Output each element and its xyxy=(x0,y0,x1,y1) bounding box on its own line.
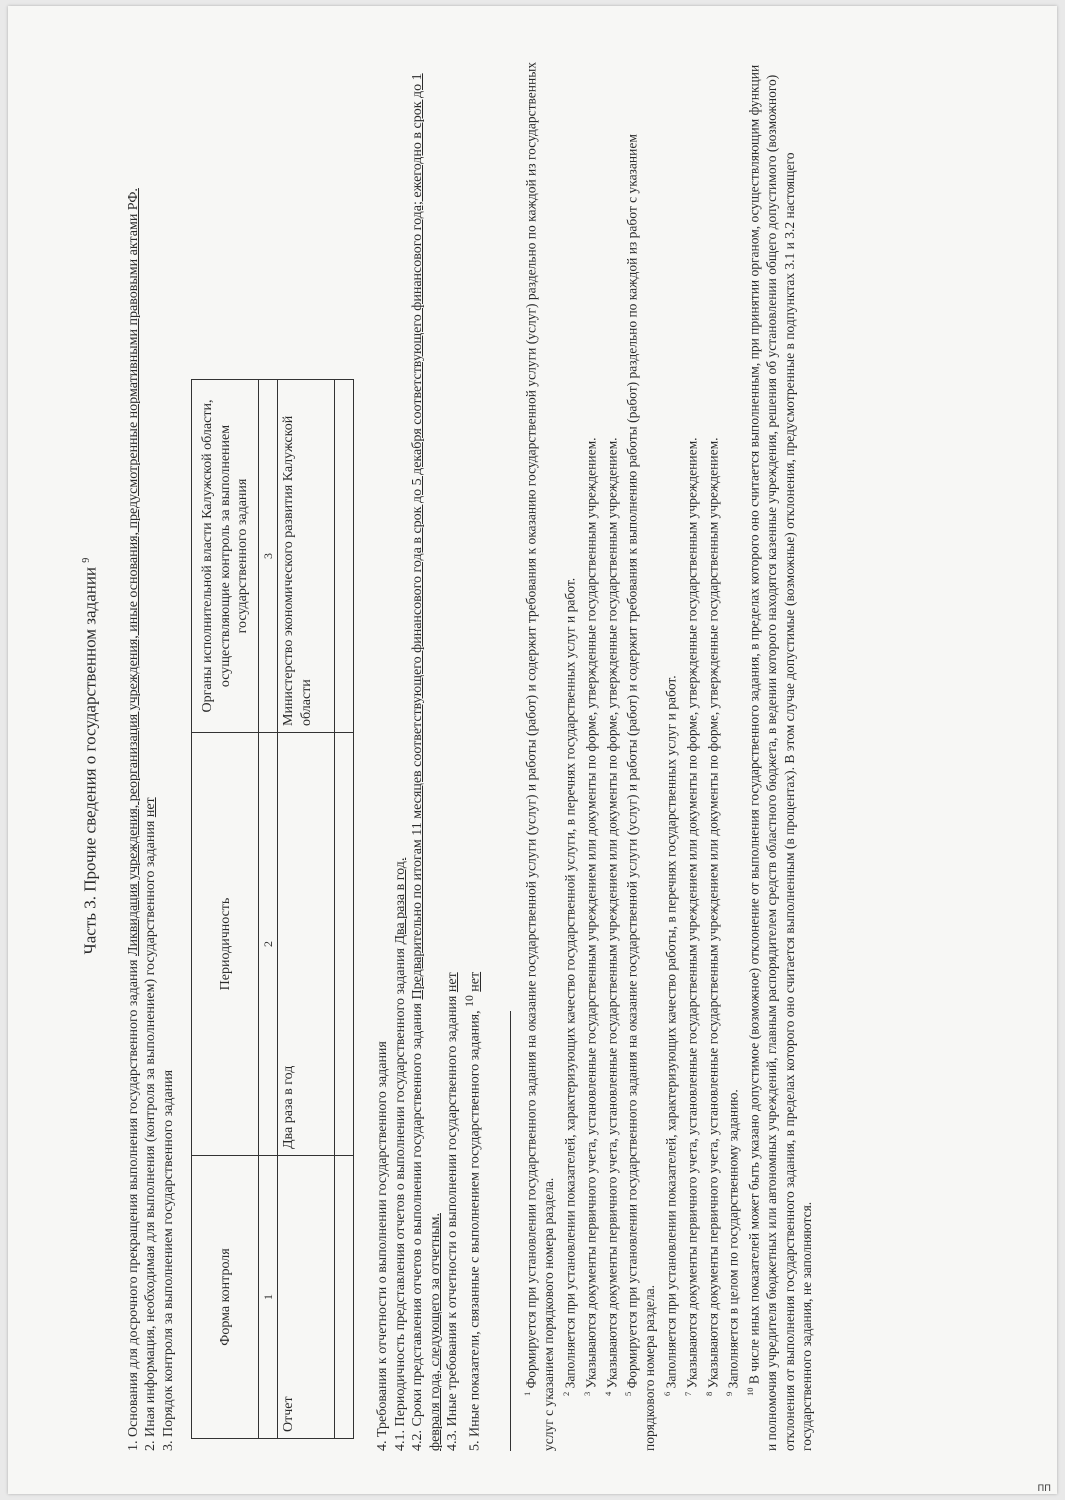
item-4-1-value: Два раза в год. xyxy=(392,857,408,945)
corner-mark: ПП xyxy=(1037,1484,1051,1494)
empty-cell xyxy=(335,1156,354,1439)
control-table xyxy=(191,379,354,1439)
item-4-1 xyxy=(392,61,409,1451)
item-4-3-value: нет xyxy=(444,972,460,993)
item-1-label: 1. Основания для досрочного прекращения выполнения государственного задания xyxy=(126,959,142,1451)
item-5 xyxy=(461,61,484,1451)
footnote-9: $^9$ Заполняется в целом по государственному заданию. xyxy=(724,1089,741,1396)
item-5-footnote-ref: 10 xyxy=(463,995,477,1007)
footnote-divider xyxy=(510,1011,511,1451)
item-4-2 xyxy=(409,61,444,1451)
rotated-page xyxy=(68,61,968,1451)
footnote-3: $^3$ Указываются документы первичного учета, установленные государственным учреждением или документы по форме, утвержденные государственным учреждением. xyxy=(581,437,599,1396)
item-4-3 xyxy=(444,61,461,1451)
footnote-8: $^8$ Указываются документы первичного учета, установленные государственным учреждением или документы по форме, утвержденные государственным учреждением. xyxy=(703,437,721,1396)
scanned-sheet xyxy=(8,6,1057,1494)
footnote-1: $^1$ Формируется при установлении государственного задания на оказание государственной услуги (услуг) и работы (работ) и содержит требования к оказанию государственной услуги (услуг) раздельно по каждой из государственных услуг с указанием порядкового номера раздела. xyxy=(522,61,557,1451)
footnote-5: $^5$ Формируется при установлении государственного задания на оказание государственной услуги (услуг) и работы (работ) и содержит требования к выполнению работы (работ) раздельно по каждой из работ с указанием порядкового номера раздела. xyxy=(623,134,658,1451)
item-4-2-value: Предварительно по итогам 11 месяцев соответствующего финансового года в срок до 5 декабря соответствующего финансового года; ежегодно в срок до 1 февраля года, следующего за отчетным. xyxy=(410,73,443,1451)
title-text: Часть 3. Прочие сведения о государственном задании xyxy=(80,566,100,955)
item-4-1-label: 4.1. Периодичность представления отчетов о выполнении государственного задания xyxy=(392,948,408,1451)
footnote-4: $^4$ Указываются документы первичного учета, установленные государственным учреждением или документы по форме, утвержденные государственным учреждением. xyxy=(602,437,619,1396)
item-4: 4. Требования к отчетности о выполнении государственного задания xyxy=(375,1041,391,1451)
footnote-10: $^{10}$ В числе иных показателей может быть указано допустимое (возможное) отклонение от выполнения государственного задания, в пределах которого оно считается выполненным, при принятии органом, осуществляющим функции и полномочия учредителя бюджетных или автономных учреждений, главным распорядителем средств областного бюджета, в ведении которого находятся казенные учреждения, решения об установлении общего допустимого (возможного) отклонения от выполнения государственного задания, в пределах которого оно считается выполненным (в процентах). В этом случае допустимые (возможные) отклонения, предусмотренные в подпунктах 3.1 и 3.2 настоящего государственного задания, не заполняются. xyxy=(745,64,815,1451)
footnote-2: $^2$ Заполняется при установлении показателей, характеризующих качество государственной услуги, в перечнях государственных услуг и работ. xyxy=(560,577,578,1396)
item-2-label: 2. Иная информация, необходимая для выполнения (контроля за выполнением) государственного задания xyxy=(143,820,159,1451)
item-2 xyxy=(142,61,159,1451)
cell-form: Отчет xyxy=(278,1156,335,1439)
item-4-2-label: 4.2. Сроки представления отчетов о выполнении государственного задания xyxy=(410,1003,426,1451)
footnotes xyxy=(519,61,815,1451)
reporting-section xyxy=(374,61,484,1451)
column-number: 3 xyxy=(259,380,278,733)
item-1 xyxy=(125,61,142,1451)
column-number: 1 xyxy=(259,1156,278,1439)
cell-periodicity: Два раза в год xyxy=(278,733,335,1156)
footnote-6: $^6$ Заполняется при установлении показателей, характеризующих качество работы, в перечнях государственных услуг и работ. xyxy=(661,675,679,1396)
item-5-value: нет xyxy=(467,971,483,992)
item-3: 3. Порядок контроля за выполнением государственного задания xyxy=(160,1069,176,1451)
column-number: 2 xyxy=(259,733,278,1156)
cell-authority: Министерство экономического развития Калужской области xyxy=(278,380,335,733)
empty-cell xyxy=(335,380,354,733)
item-2-value: нет xyxy=(143,797,159,818)
item-5-label: 5. Иные показатели, связанные с выполнением государственного задания, xyxy=(467,1010,483,1451)
item-1-value: Ликвидация учреждения, реорганизация учреждения, иные основания, предусмотренные нормативными правовыми актами РФ. xyxy=(126,188,142,957)
header-periodicity: Периодичность xyxy=(192,733,259,1156)
item-4-3-label: 4.3. Иные требования к отчетности о выполнении государственного задания xyxy=(444,995,460,1451)
empty-cell xyxy=(335,733,354,1156)
header-form: Форма контроля xyxy=(192,1156,259,1439)
title-footnote-ref: 9 xyxy=(81,557,92,563)
footnote-7: $^7$ Указываются документы первичного учета, установленные государственным учреждением или документы по форме, утвержденные государственным учреждением. xyxy=(682,437,700,1396)
page-title xyxy=(78,61,99,1451)
header-authorities: Органы исполнительной власти Калужской области, осуществляющие контроль за выполнением государственного задания xyxy=(192,380,259,733)
